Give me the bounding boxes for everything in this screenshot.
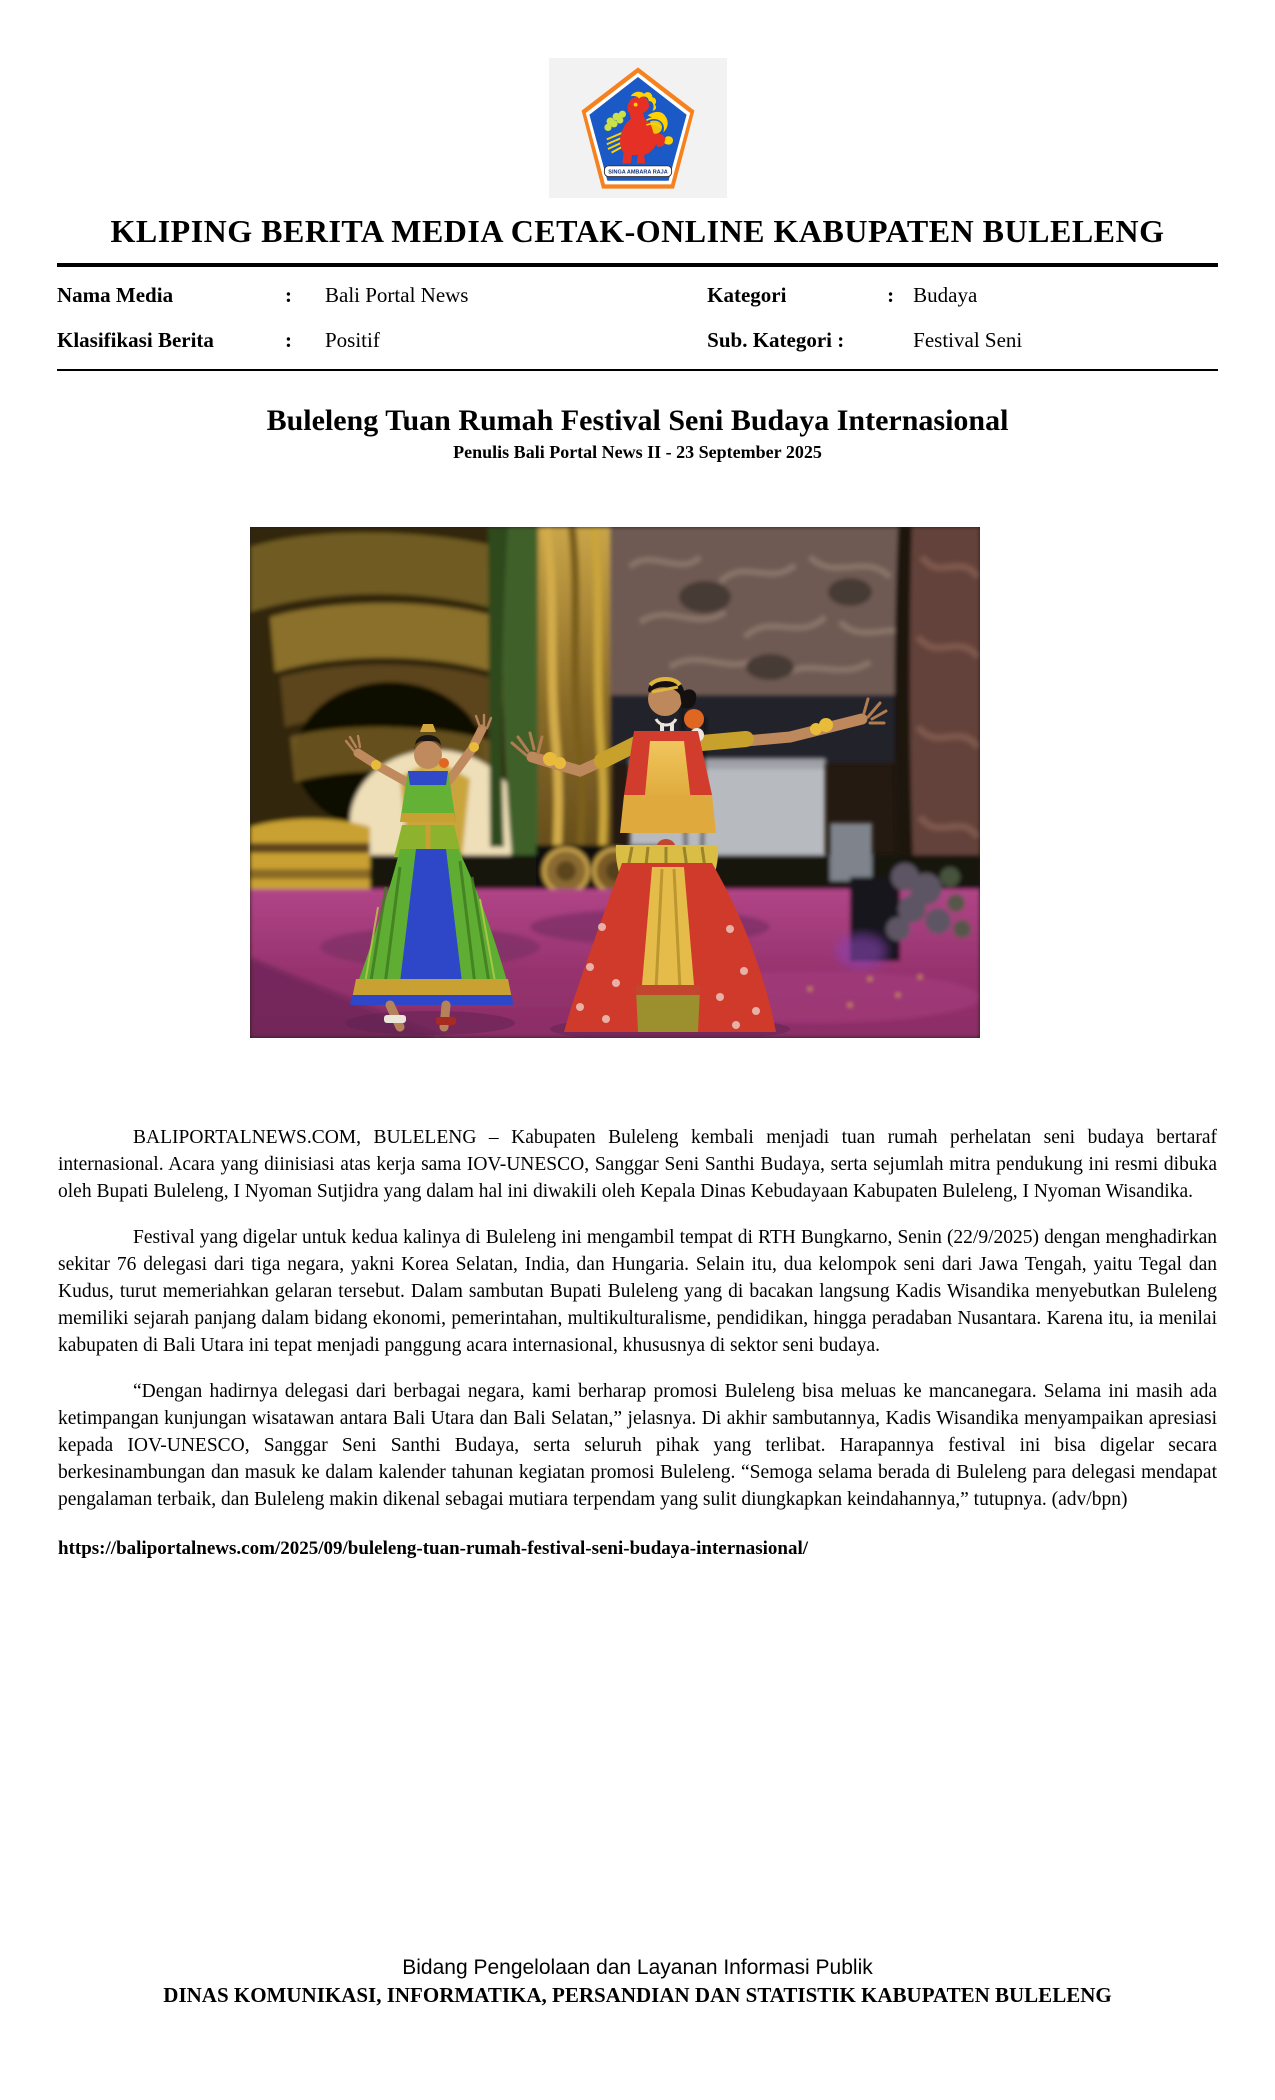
meta-row-kategori [707, 273, 1218, 318]
divider-thin [57, 369, 1218, 371]
article-title: Buleleng Tuan Rumah Festival Seni Budaya Internasional [266, 404, 1009, 437]
meta-table [57, 273, 1218, 363]
article-byline: Penulis Bali Portal News II - 23 September 2025 [453, 442, 822, 462]
meta-separator: : [887, 283, 895, 307]
footer-division: Bidang Pengelolaan dan Layanan Informasi Publik [402, 1956, 873, 1979]
source-url: https://baliportalnews.com/2025/09/buleleng-tuan-rumah-festival-seni-budaya-internasional/ [58, 1538, 809, 1559]
meta-value: Positif [325, 328, 380, 352]
document-title: KLIPING BERITA MEDIA CETAK-ONLINE KABUPATEN BULELENG [110, 213, 1165, 249]
meta-separator: : [285, 328, 292, 352]
article-body [0, 1124, 1275, 1513]
meta-label: Nama Media [57, 283, 174, 307]
meta-row-klasifikasi [57, 318, 707, 363]
crest-banner-text: SINGA AMBARA RAJA [607, 169, 668, 176]
meta-separator: : [285, 283, 292, 307]
paragraph-1: BALIPORTALNEWS.COM, BULELENG – Kabupaten Buleleng kembali menjadi tuan rumah perhelatan seni budaya bertaraf internasional. Acara yang diinisiasi atas kerja sama IOV-UNESCO, Sanggar Seni Santhi Budaya, serta sejumlah mitra pendukung ini resmi dibuka oleh Bupati Buleleng, I Nyoman Sutjidra yang dalam hal ini diwakili oleh Kepala Dinas Kebudayaan Kabupaten Buleleng, I Nyoman Wisandika. [58, 1127, 1217, 1202]
meta-value: Budaya [913, 283, 978, 307]
meta-label: Klasifikasi Berita [57, 328, 214, 352]
meta-label: Sub. Kategori : [707, 328, 845, 352]
document-footer [0, 1956, 1275, 2008]
meta-value: Bali Portal News [325, 283, 469, 307]
buleleng-crest-logo [549, 58, 727, 198]
dancers-photo-illustration [250, 527, 980, 1038]
divider-thick [57, 263, 1218, 267]
footer-agency: DINAS KOMUNIKASI, INFORMATIKA, PERSANDIAN DAN STATISTIK KABUPATEN BULELENG [163, 1983, 1112, 2007]
meta-row-sub-kategori [707, 318, 1218, 363]
buleleng-crest-icon [578, 65, 698, 191]
meta-value: Festival Seni [913, 328, 1023, 352]
paragraph-2: Festival yang digelar untuk kedua kalinya di Buleleng ini mengambil tempat di RTH Bungkarno, Senin (22/9/2025) dengan menghadirkan sekitar 76 delegasi dari tiga negara, yakni Korea Selatan, India, dan Hungaria. Selain itu, dua kelompok seni dari Jawa Tengah, yaitu Tegal dan Kudus, turut memeriahkan gelaran tersebut. Dalam sambutan Bupati Buleleng yang di bacakan langsung Kadis Wisandika menyebutkan Buleleng memiliki sejarah panjang dalam bidang ekonomi, pemerintahan, multikulturalisme, pendidikan, hingga peradaban Nusantara. Karena itu, ia menilai kabupaten di Bali Utara ini tepat menjadi panggung acara internasional, khususnya di sektor seni budaya. [58, 1227, 1217, 1356]
article-photo [250, 527, 980, 1038]
meta-row-nama-media [57, 273, 707, 318]
paragraph-3: “Dengan hadirnya delegasi dari berbagai negara, kami berharap promosi Buleleng bisa meluas ke mancanegara. Selama ini masih ada ketimpangan kunjungan wisatawan antara Bali Utara dan Bali Selatan,” jelasnya. Di akhir sambutannya, Kadis Wisandika menyampaikan apresiasi kepada IOV-UNESCO, Sanggar Seni Santhi Budaya, serta seluruh pihak yang terlibat. Harapannya festival ini bisa digelar secara berkesinambungan dan masuk ke dalam kalender tahunan kegiatan promosi Buleleng. “Semoga selama berada di Buleleng para delegasi mendapat pengalaman terbaik, dan Buleleng makin dikenal sebagai mutiara terpendam yang sulit diungkapkan keindahannya,” tutupnya. (adv/bpn) [58, 1381, 1217, 1510]
meta-label: Kategori [707, 283, 787, 307]
